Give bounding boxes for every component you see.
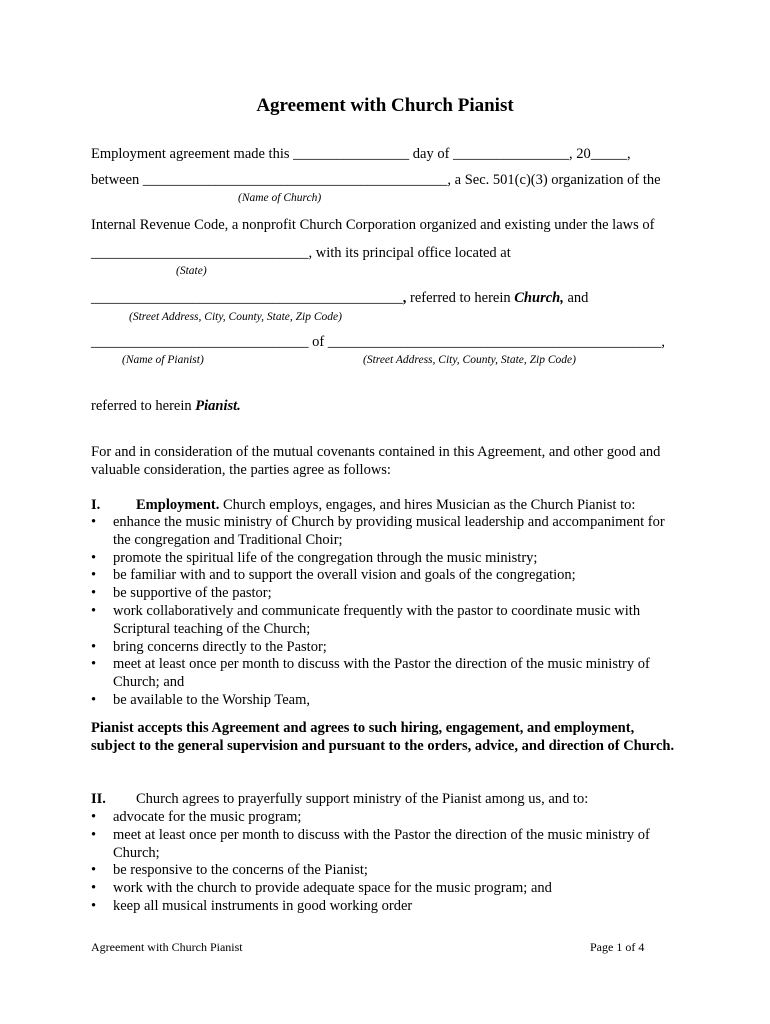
list-item: • be supportive of the pastor; [91, 585, 272, 602]
list-item: • be responsive to the concerns of the Pianist; [91, 862, 368, 879]
bullet-icon: • [91, 880, 97, 897]
pianist-term: Pianist. [195, 398, 241, 414]
section-1-bullet-list [91, 514, 681, 710]
church-term: Church, [514, 290, 564, 306]
caption-street-address-2: (Street Address, City, County, State, Zip Code) [363, 354, 576, 366]
bullet-icon: • [91, 691, 97, 708]
consideration-paragraph: For and in consideration of the mutual covenants contained in this Agreement, and other good and valuable consideration, the parties agree as follows: [91, 444, 661, 478]
bullet-icon: • [91, 549, 97, 566]
list-item: • be familiar with and to support the overall vision and goals of the congregation; [91, 567, 576, 584]
caption-name-of-pianist: (Name of Pianist) [122, 354, 204, 366]
caption-state: (State) [176, 265, 207, 277]
list-item: • bring concerns directly to the Pastor; [91, 638, 327, 655]
section-1-title: Employment. [136, 497, 220, 513]
address-comma: , [402, 290, 407, 306]
section-2-intro: Church agrees to prayerfully support ministry of the Pianist among us, and to: [136, 791, 589, 807]
list-item: • work with the church to provide adequate space for the music program; and [91, 880, 552, 897]
bullet-icon: • [91, 567, 97, 584]
caption-name-of-church: (Name of Church) [238, 192, 322, 204]
section-2-bullet-list [91, 809, 681, 916]
bullet-icon: • [91, 897, 97, 914]
referred-pianist-text: referred to herein [91, 398, 196, 414]
list-item: • work collaboratively and communicate frequently with the pastor to coordinate music with Scriptural teaching of the Church; [91, 602, 641, 637]
intro-line-between: between __________________________________________, a Sec. 501(c)(3) organization of the [91, 172, 661, 188]
document-title: Agreement with Church Pianist [256, 95, 514, 116]
section-2-heading [91, 791, 588, 808]
list-item: • meet at least once per month to discuss with the Pastor the direction of the music ministry of Church; and [91, 656, 650, 691]
intro-line-state: ______________________________, with its principal office located at [91, 245, 511, 261]
bullet-icon: • [91, 585, 97, 602]
bullet-icon: • [91, 809, 97, 825]
list-item: • meet at least once per month to discuss with the Pastor the direction of the music ministry of Church; [91, 826, 650, 861]
bullet-icon: • [91, 602, 97, 619]
section-1-heading [91, 497, 635, 514]
footer-document-name: Agreement with Church Pianist [91, 940, 243, 954]
bullet-icon: • [91, 826, 97, 843]
acceptance-paragraph: Pianist accepts this Agreement and agrees to such hiring, engagement, and employment, subject to the general supervision and pursuant to the orders, advice, and direction of Church. [91, 720, 675, 754]
intro-line-date: Employment agreement made this ________________ day of ________________, 20_____, [91, 146, 631, 162]
bullet-icon: • [91, 656, 97, 673]
intro-line-pianist: ______________________________ of ______________________________________________, [91, 334, 665, 350]
section-2-number: II. [91, 791, 106, 807]
and-text: and [563, 290, 589, 306]
bullet-icon: • [91, 514, 97, 530]
intro-line-irc: Internal Revenue Code, a nonprofit Church Corporation organized and existing under the laws of [91, 217, 655, 233]
list-item: • advocate for the music program; [91, 809, 302, 825]
list-item: • enhance the music ministry of Church by providing musical leadership and accompaniment for the congregation and Traditional Choir; [91, 514, 665, 548]
footer-page-number: Page 1 of 4 [590, 940, 645, 954]
bullet-icon: • [91, 638, 97, 655]
list-item: • keep all musical instruments in good working order [91, 897, 413, 914]
referred-pianist-line [91, 398, 241, 415]
caption-street-address-1: (Street Address, City, County, State, Zip Code) [129, 311, 342, 323]
section-1-number: I. [91, 497, 101, 513]
list-item: • be available to the Worship Team, [91, 691, 311, 708]
list-item: • promote the spiritual life of the congregation through the music ministry; [91, 549, 538, 566]
address-blank: ___________________________________________ [91, 290, 403, 306]
intro-line-address [91, 290, 588, 307]
bullet-icon: • [91, 862, 97, 879]
referred-church-text: referred to herein [406, 290, 515, 306]
section-1-intro: Church employs, engages, and hires Musician as the Church Pianist to: [219, 497, 636, 513]
